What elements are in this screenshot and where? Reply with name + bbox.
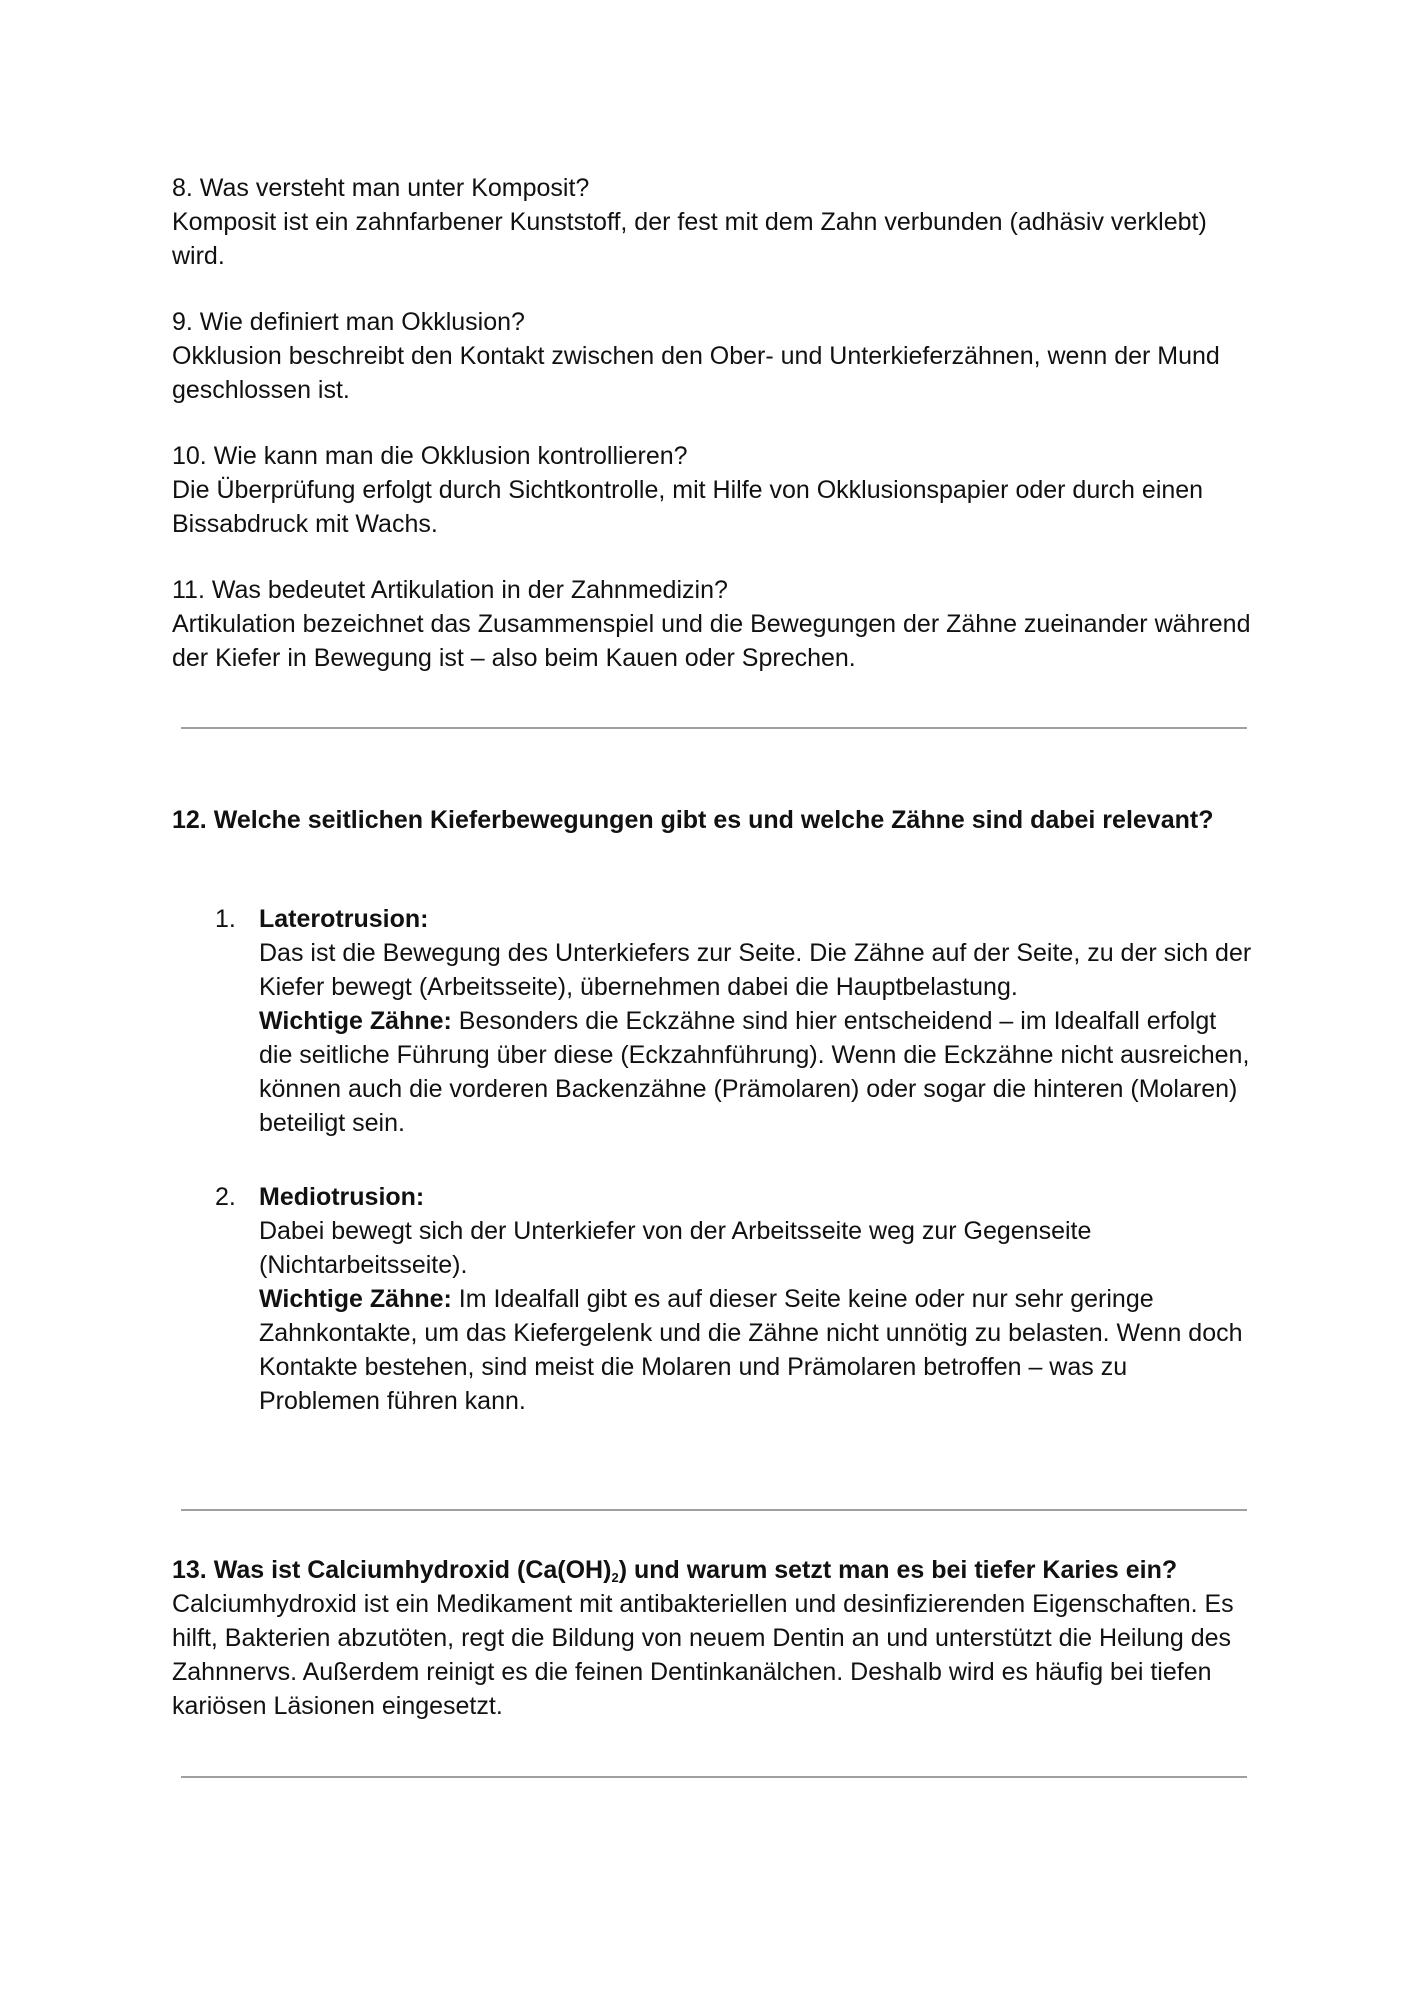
- list-item-mediotrusion: [172, 1180, 1252, 1418]
- teeth-label: Wichtige Zähne:: [259, 1007, 452, 1035]
- answer-text: Die Überprüfung erfolgt durch Sichtkontrolle, mit Hilfe von Okklusionspapier oder durch einen Bissabdruck mit Wachs.: [172, 476, 1204, 538]
- question-text: 9. Wie definiert man Okklusion?: [172, 308, 525, 336]
- list-item-laterotrusion: [172, 902, 1252, 1140]
- question-block-12: [172, 803, 1252, 837]
- list-item-teeth: [259, 1282, 1252, 1418]
- list-item-title: Laterotrusion:: [259, 905, 429, 933]
- question-text: 10. Wie kann man die Okklusion kontrollieren?: [172, 442, 688, 470]
- question-text: 8. Was versteht man unter Komposit?: [172, 174, 590, 202]
- question-block-10: [172, 439, 1252, 541]
- list-number: 1.: [215, 905, 236, 933]
- list-item-title: Mediotrusion:: [259, 1183, 425, 1211]
- horizontal-divider: [181, 1509, 1247, 1511]
- teeth-text: Im Idealfall gibt es auf dieser Seite keine oder nur sehr geringe Zahnkontakte, um das Kiefergelenk und die Zähne nicht unnötig zu belasten. Wenn doch Kontakte bestehen, sind meist die Molaren und Prämolaren betroffen – was zu Problemen führen kann.: [259, 1285, 1243, 1415]
- list-item-description: Dabei bewegt sich der Unterkiefer von der Arbeitsseite weg zur Gegenseite (Nichtarbeitsseite).: [259, 1217, 1092, 1279]
- question-block-11: [172, 573, 1252, 675]
- list-item-teeth: [259, 1004, 1252, 1140]
- question-block-13: [172, 1553, 1252, 1723]
- question-text: 11. Was bedeutet Artikulation in der Zahnmedizin?: [172, 576, 728, 604]
- question-heading: [172, 1553, 1252, 1587]
- answer-text: Komposit ist ein zahnfarbener Kunststoff, der fest mit dem Zahn verbunden (adhäsiv verklebt) wird.: [172, 208, 1207, 270]
- question-block-8: [172, 171, 1252, 273]
- answer-text: Okklusion beschreibt den Kontakt zwischen den Ober- und Unterkieferzähnen, wenn der Mund geschlossen ist.: [172, 342, 1220, 404]
- heading-part: 13. Was ist Calciumhydroxid (Ca(OH): [172, 1556, 612, 1584]
- answer-text: Calciumhydroxid ist ein Medikament mit antibakteriellen und desinfizierenden Eigenschaften. Es hilft, Bakterien abzutöten, regt die Bildung von neuem Dentin an und unterstützt die Heilung des Zahnnervs. Außerdem reinigt es die feinen Dentinkanälchen. Deshalb wird es häufig bei tiefen kariösen Läsionen eingesetzt.: [172, 1590, 1234, 1720]
- horizontal-divider: [181, 727, 1247, 729]
- question-heading: 12. Welche seitlichen Kieferbewegungen gibt es und welche Zähne sind dabei relevant?: [172, 806, 1214, 834]
- subscript-two: 2: [611, 1570, 619, 1585]
- answer-text: Artikulation bezeichnet das Zusammenspiel und die Bewegungen der Zähne zueinander während der Kiefer in Bewegung ist – also beim Kauen oder Sprechen.: [172, 610, 1251, 672]
- horizontal-divider: [181, 1776, 1247, 1778]
- list-item-description: Das ist die Bewegung des Unterkiefers zur Seite. Die Zähne auf der Seite, zu der sich der Kiefer bewegt (Arbeitsseite), übernehmen dabei die Hauptbelastung.: [259, 939, 1252, 1001]
- list-number: 2.: [215, 1183, 236, 1211]
- question-block-9: [172, 305, 1252, 407]
- teeth-text: Besonders die Eckzähne sind hier entscheidend – im Idealfall erfolgt die seitliche Führung über diese (Eckzahnführung). Wenn die Eckzähne nicht ausreichen, können auch die vorderen Backenzähne (Prämolaren) oder sogar die hinteren (Molaren) beteiligt sein.: [259, 1007, 1250, 1137]
- teeth-label: Wichtige Zähne:: [259, 1285, 452, 1313]
- heading-part: ) und warum setzt man es bei tiefer Karies ein?: [618, 1556, 1178, 1584]
